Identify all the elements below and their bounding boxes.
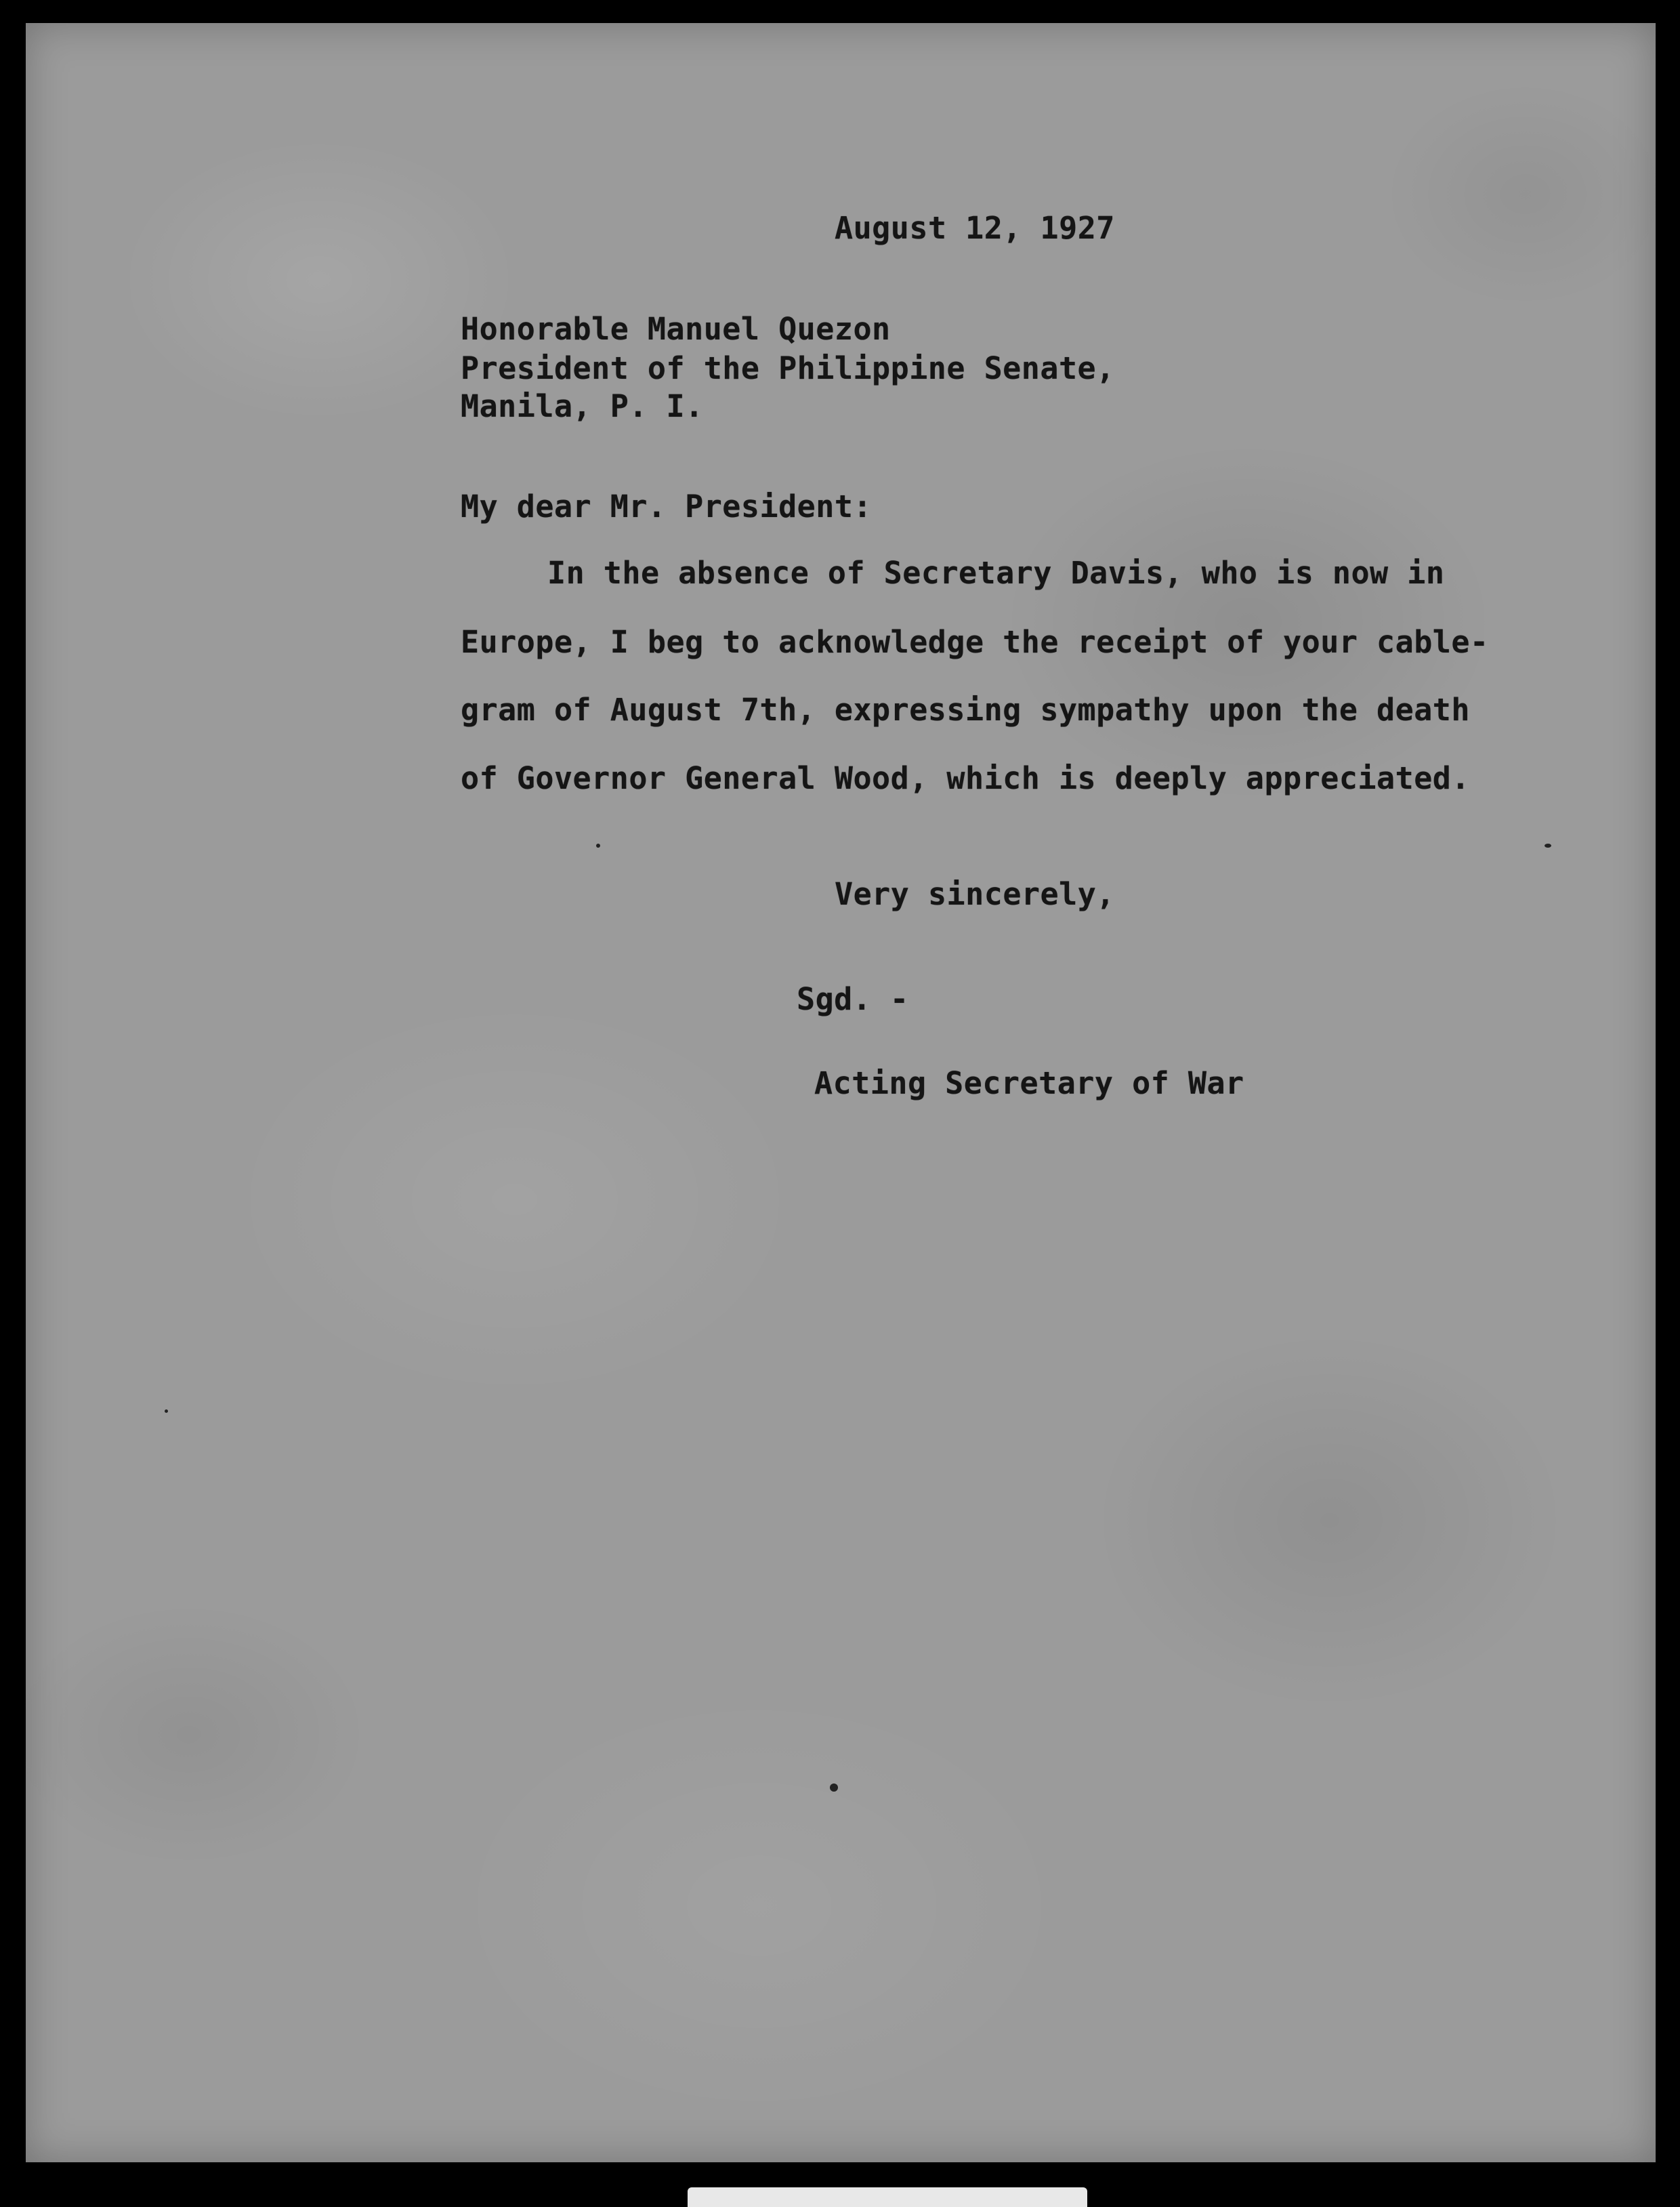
dust-speck bbox=[165, 1409, 168, 1413]
recipient-title: President of the Philippine Senate, bbox=[461, 350, 1115, 386]
recipient-location: Manila, P. I. bbox=[461, 388, 704, 424]
dust-speck bbox=[830, 1783, 838, 1792]
salutation: My dear Mr. President: bbox=[461, 489, 873, 524]
dust-speck bbox=[596, 844, 600, 848]
dust-speck bbox=[1545, 844, 1551, 848]
closing: Very sincerely, bbox=[835, 876, 1115, 912]
signer-title: Acting Secretary of War bbox=[814, 1065, 1244, 1101]
letter-date: August 12, 1927 bbox=[835, 210, 1115, 246]
body-line: of Governor General Wood, which is deeply appreciated. bbox=[461, 760, 1470, 796]
film-edge-tab bbox=[688, 2187, 1087, 2207]
signature: Sgd. - bbox=[797, 981, 909, 1017]
body-line: gram of August 7th, expressing sympathy upon the death bbox=[461, 692, 1470, 728]
body-line: In the absence of Secretary Davis, who is now in bbox=[547, 555, 1445, 591]
body-line: Europe, I beg to acknowledge the receipt of your cable- bbox=[461, 624, 1489, 660]
recipient-name: Honorable Manuel Quezon bbox=[461, 311, 891, 347]
